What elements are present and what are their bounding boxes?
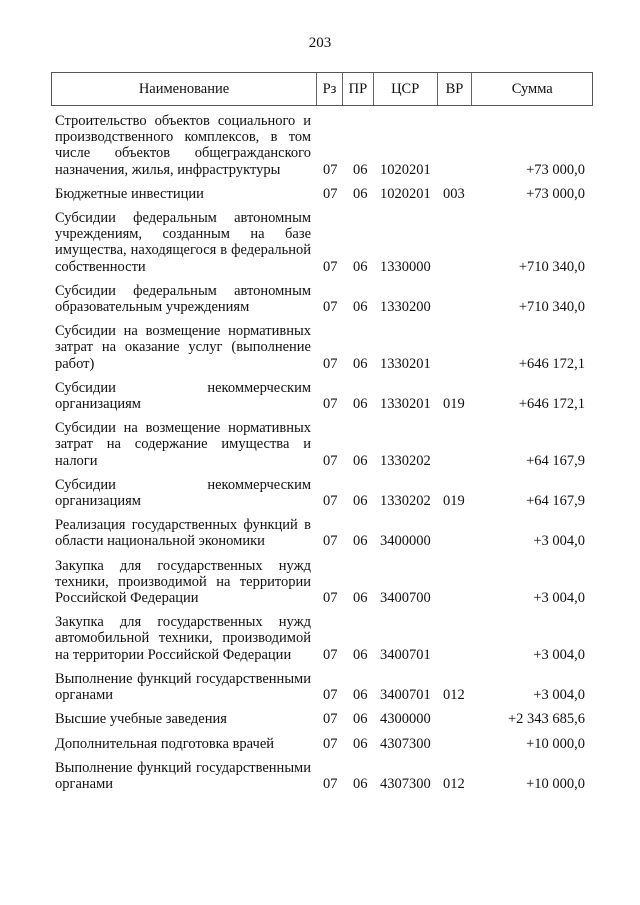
header-sum: Сумма	[511, 80, 553, 97]
row-sum: +3 004,0	[533, 687, 585, 704]
row-sum: +3 004,0	[533, 533, 585, 550]
row-rz: 07	[323, 185, 338, 202]
table-row	[0, 380, 640, 412]
row-vr: 019	[443, 396, 465, 413]
row-rz: 07	[323, 396, 338, 413]
row-rz: 07	[323, 299, 338, 316]
row-name: Закупка для государственных нужд автомобильной техники, производимой на территории Российской Федерации	[55, 614, 311, 663]
row-sum: +3 004,0	[533, 646, 585, 663]
row-name: Субсидии на возмещение нормативных затрат на содержание имущества и налоги	[55, 420, 311, 469]
row-csr: 3400701	[380, 646, 431, 663]
row-csr: 1330200	[380, 299, 431, 316]
row-rz: 07	[323, 775, 338, 792]
table-row	[0, 711, 640, 727]
row-name: Реализация государственных функций в области национальной экономики	[55, 517, 311, 550]
row-sum: +3 004,0	[533, 590, 585, 607]
row-csr: 4307300	[380, 775, 431, 792]
row-pr: 06	[353, 258, 368, 275]
table-row	[0, 614, 640, 663]
row-csr: 1020201	[380, 185, 431, 202]
row-csr: 1330202	[380, 493, 431, 510]
row-rz: 07	[323, 452, 338, 469]
row-name: Субсидии некоммерческим организациям	[55, 476, 311, 510]
row-csr: 3400700	[380, 590, 431, 607]
row-pr: 06	[353, 355, 368, 372]
row-vr: 012	[443, 687, 465, 704]
row-sum: +64 167,9	[526, 452, 585, 469]
table-header	[51, 72, 593, 106]
row-rz: 07	[323, 646, 338, 663]
row-rz: 07	[323, 533, 338, 550]
table-row	[0, 760, 640, 792]
page-number: 203	[308, 35, 332, 51]
row-pr: 06	[353, 646, 368, 663]
row-vr: 019	[443, 493, 465, 510]
row-rz: 07	[323, 493, 338, 510]
row-rz: 07	[323, 590, 338, 607]
row-name: Субсидии федеральным автономным образовательным учреждениям	[55, 282, 311, 316]
row-pr: 06	[353, 687, 368, 704]
row-name: Бюджетные инвестиции	[55, 185, 204, 202]
row-name: Закупка для государственных нужд техники, производимой на территории Российской Федерации	[55, 557, 311, 607]
table-row	[0, 323, 640, 372]
row-vr: 012	[443, 775, 465, 792]
row-sum: +10 000,0	[526, 735, 585, 752]
row-csr: 3400701	[380, 687, 431, 704]
row-name: Субсидии на возмещение нормативных затрат на оказание услуг (выполнение работ)	[55, 323, 311, 372]
row-sum: +10 000,0	[526, 775, 585, 792]
row-pr: 06	[353, 299, 368, 316]
row-pr: 06	[353, 590, 368, 607]
row-sum: +710 340,0	[518, 299, 585, 316]
row-rz: 07	[323, 161, 338, 178]
header-vr: ВР	[438, 73, 473, 105]
row-pr: 06	[353, 161, 368, 178]
table-row	[0, 283, 640, 315]
row-name: Субсидии некоммерческим организациям	[55, 379, 311, 413]
table-row	[0, 210, 640, 275]
row-pr: 06	[353, 775, 368, 792]
row-pr: 06	[353, 493, 368, 510]
row-pr: 06	[353, 735, 368, 752]
row-name: Субсидии федеральным автономным учреждениям, созданным на базе имущества, находящегося в федеральной собственности	[55, 210, 311, 275]
row-pr: 06	[353, 396, 368, 413]
row-csr: 1330201	[380, 396, 431, 413]
row-rz: 07	[323, 711, 338, 728]
row-csr: 1330000	[380, 258, 431, 275]
row-pr: 06	[353, 711, 368, 728]
table-row	[0, 420, 640, 469]
table-row	[0, 558, 640, 607]
header-rz: Рз	[317, 73, 343, 105]
table-row	[0, 477, 640, 509]
header-name: Наименование	[52, 73, 317, 105]
table-row	[0, 736, 640, 752]
table-row	[0, 517, 640, 549]
row-name: Выполнение функций государственными органами	[55, 670, 311, 704]
row-sum: +2 343 685,6	[507, 711, 585, 728]
row-csr: 1330202	[380, 452, 431, 469]
row-sum: +646 172,1	[518, 355, 585, 372]
row-csr: 1330201	[380, 355, 431, 372]
header-pr: ПР	[343, 73, 374, 105]
row-vr: 003	[443, 185, 465, 202]
row-sum: +646 172,1	[518, 396, 585, 413]
row-rz: 07	[323, 735, 338, 752]
table-row	[0, 671, 640, 703]
row-pr: 06	[353, 533, 368, 550]
row-sum: +73 000,0	[526, 185, 585, 202]
header-csr: ЦСР	[374, 73, 438, 105]
row-sum: +73 000,0	[526, 161, 585, 178]
row-csr: 3400000	[380, 533, 431, 550]
row-rz: 07	[323, 687, 338, 704]
row-name: Высшие учебные заведения	[55, 711, 227, 728]
table-row	[0, 186, 640, 202]
row-csr: 4300000	[380, 711, 431, 728]
row-sum: +710 340,0	[518, 258, 585, 275]
row-csr: 1020201	[380, 161, 431, 178]
row-name: Выполнение функций государственными органами	[55, 759, 311, 792]
row-name: Строительство объектов социального и производственного комплексов, в том числе объектов общегражданского назначения, жилья, инфраструктуры	[55, 113, 311, 178]
row-csr: 4307300	[380, 735, 431, 752]
row-sum: +64 167,9	[526, 493, 585, 510]
row-pr: 06	[353, 452, 368, 469]
row-rz: 07	[323, 258, 338, 275]
table-row	[0, 113, 640, 178]
row-name: Дополнительная подготовка врачей	[55, 735, 275, 752]
row-pr: 06	[353, 185, 368, 202]
table-body	[0, 113, 640, 800]
row-rz: 07	[323, 355, 338, 372]
